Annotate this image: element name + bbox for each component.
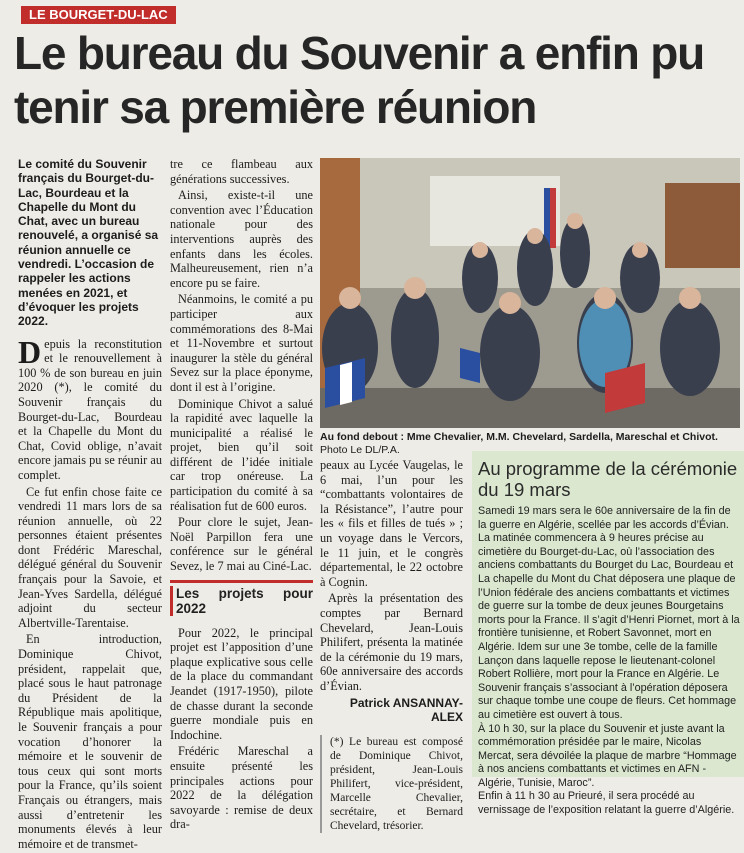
program-box-text [478, 505, 740, 818]
col1-paragraph-2: Ce fut enfin chose faite ce vendredi 11 mars lors de sa réunion annuelle, où 22 personnes étaient présentes dont Frédéric Mareschal, délégué général du Souvenir français pour la Savoie, et Jean-Yves Sardella, délégué adjoint du secteur Albertville-Tarentaise. [18, 484, 162, 630]
article-column-1 [18, 157, 162, 853]
lead-paragraph: Le comité du Souvenir français du Bourget-du-Lac, Bourdeau et la Chapelle du Mont du Chat, avec un bureau renouvelé, a organisé sa réunion annuelle ce vendredi. L’occasion de rappeler les actions menées en 2021, et d’évoquer les projets 2022. [18, 157, 159, 329]
col2-paragraph-3: Néanmoins, le comité a pu participer aux commémorations des 8-Mai et 11-Novembre et surtout inaugurer la stèle du général Sevez sur la place éponyme, dont il est à l’origine. [170, 292, 313, 394]
headline: Le bureau du Souvenir a enfin pu tenir sa première réunion [14, 27, 705, 133]
bureau-footnote: (*) Le bureau est composé de Dominique Chivot, président, Jean-Louis Philifert, vice-président, Marcelle Chevalier, secrétaire, et Bernard Chevelard, trésorier. [320, 735, 463, 833]
section-kicker: LE BOURGET-DU-LAC [21, 6, 176, 24]
col2-paragraph-1: tre ce flambeau aux générations successives. [170, 157, 313, 186]
program-paragraph-1: Samedi 19 mars sera le 60e anniversaire de la fin de la guerre en Algérie, scellée par les accords d’Évian. La matinée commencera à 9 heures précise au cimetière du Bourget-du-Lac, où l’association des anciens combattants du Bourget du Lac, Bourdeau et La chapelle du Mont du Chat déposera une plaque de l’Union fédérale des anciens combattants et victimes de guerre sur la tombe de deux jeunes Bourgetains morts pour la France. Il s’agit d’Henri Piornet, mort à la frontière tunisienne, et Robert Savonnet, mort en Algérie. Idem sur une 3e tombe, celle de la famille Lançon dans laquelle repose le lieutenant-colonel Robert Rollière, mort pour la France en Algérie. Le Souvenir français s’associant à l’opération déposera sur chaque tombe une coupe de fleurs. Cet hommage au cimetière est ouvert à tous. [478, 505, 740, 721]
author-signature: Patrick ANSANNAY-ALEX [349, 695, 463, 725]
program-box-title: Au programme de la cérémonie du 19 mars [478, 458, 738, 500]
program-paragraph-2: À 10 h 30, sur la place du Souvenir et juste avant la commémoration présidée par le maire, Nicolas Mercat, sera dévoilée la plaque de marbre “Hommage à nos anciens combattants et victimes en AFN - Algérie, Tunisie, Maroc”. [478, 722, 737, 789]
col1-paragraph-3: En introduction, Dominique Chivot, président, rappelait que, placé sous le haut patronage du Président de la République mais apolitique, le Souvenir français a pour vocation d’honorer la mémoire et le souvenir de tous ceux qui sont morts pour la France, qu’ils soient Français ou étrangers, mais aussi d’entretenir les monuments élevés à leur mémoire et de transmet- [18, 632, 162, 851]
article-column-2 [170, 157, 313, 834]
col1-paragraph-1: Depuis la reconstitution et le renouvellement à 100 % de son bureau en juin 2020 (*), le comité du Souvenir français du Bourget-du-Lac, Bourdeau et la Chapelle du Mont du Chat, Covid oblige, n’avait encore jamais pu se réunir au complet. [18, 333, 162, 482]
drop-cap: D [18, 333, 42, 370]
photo-credit: Photo Le DL/P.A. [320, 444, 400, 456]
col2-paragraph-5: Pour clore le sujet, Jean-Noël Parpillon fera une conférence sur le général Sevez, le 7 mai au Ciné-Lac. [170, 515, 313, 574]
col3-paragraph-1: peaux au Lycée Vaugelas, le 6 mai, l’un pour les “combattants volontaires de la Résistance”, l’autre pour les « fils et filles de tués » ; un voyage dans le Vercors, le 11 juin, et le congrès départemental, le 22 octobre à Cognin. [320, 458, 463, 589]
col2-paragraph-4: Dominique Chivot a salué la rapidité avec laquelle la municipalité a réalisé le projet, bien qu’il soit différent de l’idée initiale car trop onéreuse. La participation du comité à sa réalisation fut de 600 euros. [170, 396, 313, 513]
col2-paragraph-2: Ainsi, existe-t-il une convention avec l’Éducation nationale pour des interventions auprès des enfants dans les écoles. Malheureusement, rien n’a encore pu se faire. [170, 188, 313, 290]
caption-text: Au fond debout : Mme Chevalier, M.M. Chevelard, Sardella, Mareschal et Chivot. [320, 431, 718, 443]
col3-paragraph-2: Après la présentation des comptes par Bernard Chevelard, Jean-Louis Philifert, présenta la matinée de la cérémonie du 19 mars, 60e anniversaire des accords d’Évian. [320, 591, 463, 693]
col2-paragraph-6: Pour 2022, le principal projet est l’apposition d’une plaque explicative sous celle de la place du commandant Jeandet (1917-1950), pilote de chasse durant la seconde guerre mondiale puis en Indochine. [170, 625, 313, 742]
article-column-3 [320, 458, 463, 833]
subheading-projets: Les projets pour 2022 [170, 580, 313, 620]
photo-illustration [320, 158, 740, 428]
col2-paragraph-7: Frédéric Mareschal a ensuite présenté les principales actions pour 2022 de la délégation savoyarde : remise de deux dra- [170, 744, 313, 832]
program-paragraph-3: Enfin à 11 h 30 au Prieuré, il sera procédé au vernissage de l’exposition relatant la guerre d’Algérie. [478, 790, 735, 817]
group-photo [320, 158, 740, 428]
